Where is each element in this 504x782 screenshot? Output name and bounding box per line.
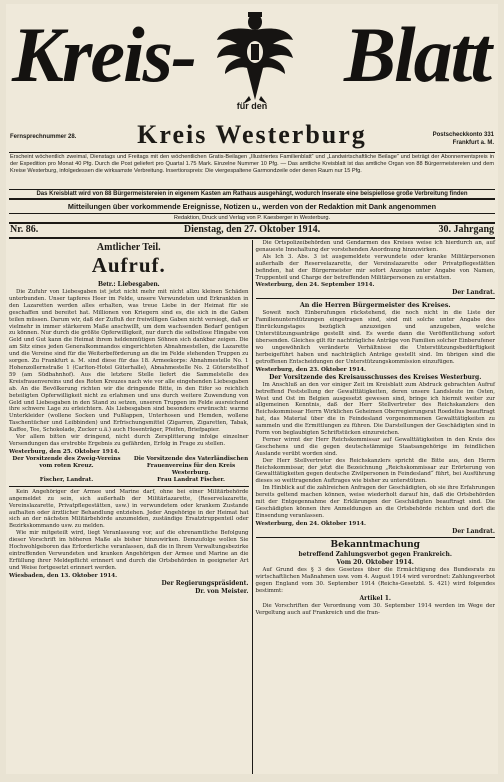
article-columns [6,240,498,774]
notice-heading: An die Herren Bürgermeister des Kreises. [299,301,451,310]
betreff-line: Betr.: Liebesgaben. [97,279,160,288]
phone-number: Fernsprechnummer 28. [10,134,77,140]
redaktion-line: Redaktion, Druck und Verlag von P. Kaesberger in Westerburg. [173,215,331,221]
right-column [253,240,499,774]
postscheck-line1: Postscheckkonto 331 [432,132,494,138]
postscheck-line2: Frankfurt a. M. [452,140,494,146]
issue-jahrgang: 30. Jahrgang [438,224,494,235]
left-column [6,240,253,774]
signature-place: Westerburg, den 24. September 1914. [255,282,375,289]
article-paragraph: Der Herr Stellvertreter des Reichskanzlers spricht die Bitte aus, den Herrn Reichskommissar, der jetzt die Bezeichnung „Reichskommissar zur Erörterung von Gewalttätigkeiten gegen deutsche Zivilpersonen in Feindesland“ führt, bei Ausführung dieses so weittragenden Auftrages wie bisher zu unterstützen. [255,457,495,485]
article-paragraph: Die Vorschriften der Verordnung vom 30. September 1914 werden im Wege der Vergeltung auch auf Frankreich und die fran- [255,603,495,617]
signature-place: Westerburg, den 23. Oktober 1914. [255,366,366,373]
divider [9,237,495,239]
bekanntmachung-date: Vom 20. Oktober 1914. [336,558,414,566]
signature-right: Die Vorsitzende des Vaterländischen Frauenvereins für den Kreis Westerburg. [133,455,249,476]
regierung-title: Der Regierungspräsident. [161,579,249,587]
article-paragraph: Kein Angehöriger der Armee und Marine darf, ohne bei einer Militärbehörde angemeldet zu sein, sich außerhalb der Militärlazarette, (Reservelazarette, Vereinslazarette, Privatpflegestätten, usw.) in verwundetem oder krankem Zustande aufhalten oder ärztlicher Behandlung entziehen. Jeder Angehörige in der Heimat hat sich an der nächsten Militärbehörde anzumelden, zuständige Ersatztruppenteil oder Bezirkskommando usw. zu melden. [9,488,249,530]
signature-block [9,456,249,477]
article-paragraph: Die Ortspolizeibehörden und Gendarmen des Kreises weise ich hierdurch an, auf genaueste Innehaltung der vorstehenden Anordnung hinzuwirken. [255,240,495,253]
article-paragraph: Als Ich 3. Abs. 3 ist ausgemeldete verwundete oder kranke Militärpersonen außerhalb der Reservelazarette, der Vereinslazarette oder Privatpflegestätten befinden, hat der Bürgermeister mir sofort Anzeige unter Angabe von Namen, Truppenteil und Charge der betreffenden Militärpersonen zu erstatten. [255,253,495,281]
masthead-subtitle: Kreis Westerburg [137,120,367,149]
bulletin-line: Das Kreisblatt wird von 88 Bürgermeistereien in eigenem Kasten am Rathaus ausgehängt, wodurch Inserate eine beispiellose große Verbreitung finden [36,191,468,197]
masthead-title-right: Blatt [343,11,490,98]
signature-names [9,477,249,484]
regierung-name: Dr. von Meister. [195,587,249,595]
signature-place: Westerburg, den 25. Oktober 1914. [9,448,120,455]
notice-heading: Der Vorsitzende des Kreisausschusses des Kreises Westerburg. [269,373,482,381]
landrat-signature: Der Landrat. [452,289,495,297]
issue-dateline [6,224,498,237]
article-paragraph: Vor allem bitten wir dringend, nicht durch Zersplitterung infolge einzelner Versendungen das erstrebte Ergebnis zu gefährden, Erfolg in Frage zu stellen. [9,434,249,447]
article-paragraph: Auf Grund des § 3 des Gesetzes über die Ermächtigung des Bundesrats zu wirtschaftlichen Maßnahmen usw. vom 4. August 1914 wird verordnet: Zahlungsverbot gegen England vom 30. September 1914 (Reichs-Gesetzbl. S. 421) wird folgendes bestimmt: [255,566,495,594]
subscription-info: Erscheint wöchentlich zweimal, Dienstags und Freitags mit den wöchentlichen Gratis-Beilagen „Illustriertes Familienblatt“ und „Landwirtschaftliche Beilage“ und beträgt der Abonnementspreis in der Expedition pro Monat 40 Pfg. Durch die Post geliefert pro Quartal 1.75 Mark. Einzelne Nummer 10 Pfg. — Das amtliche Kreisblatt ist das amtliche Organ von 88 Bürgermeistereien und dem Kreise Westerburg, infolgedessen die wirksamste Verbreitung. Insertionspreis: Die viergespaltene Garmondzeile oder deren Raum nur 15 Pfg. [10,154,494,174]
eagle-emblem-icon [215,8,295,106]
postscheck-info [433,131,494,147]
bekanntmachung-heading: Bekanntmachung [330,539,420,550]
article-paragraph: Wie mir mitgeteilt wird, liegt Veranlassung vor, auf die ehrenamtliche Befolgung dieser Vorschrift im höheren Maße als bisher hinzuwirken. Demzufolge wollen Sie Hochwohlgeboren das Erforderliche veranlassen, daß die in Ihrem Verwaltungsbezirke eintreffenden Verwundeten und kranken Angehörigen der Armee und Marine an die Erfüllung ihrer Meldepflicht erinnert und durch die Ortsbehörden in geeigneter Art und Weise fortgesetzt erinnert werden. [9,530,249,571]
article-paragraph: Im Hinblick auf die zahlreichen Anfragen der Geschädigten, ob sie ihre Erfahrungen bereits geltend machen können, weise wiederholt darauf hin, daß die Ortsbehörden mit der Entgegennahme der Erklärungen der Geschädigten beauftragt sind. Die Geschädigten können ihre Anmeldungen an die Ortsbehörde richten und dort die Einsendung veranlassen. [255,485,495,519]
signature-left-name: Fischer, Landrat. [39,476,94,483]
bekanntmachung-subheading: betreffend Zahlungsverbot gegen Frankreich. [298,550,452,558]
masthead-fuer-den: für den [236,101,268,111]
article-paragraph: Im Anschluß an den vor einiger Zeit im Kreisblatt zum Abdruck gebrachten Aufruf betreffend Feststellung der Gewalttätigkeiten, deren unsere Landsleute im Osten, West und Ost im Belgien ausgesetzt gewesen sind, bringe ich hiermit weiter zur allgemeinen Kenntnis, daß der Herr Stellvertreter des Reichskanzlers den Reichskommissar Herrn Wirklichen Geheimen Oberregierungsrat Roedelius beauftragt hat, das Material über die in Feindesland vorgenommenen Gewalttätigkeiten zu sammeln und die Ermittlungen zu führen. Die Darstellungen der Geschädigten sind in Form von beglaubigten Schriftstücken einzureichen. [255,381,495,437]
mitteilungen-line: Mitteilungen über vorkommende Ereignisse, Notizen u., werden von der Redaktion mit Dank angenommen [67,202,437,211]
masthead [6,4,498,116]
landrat-signature: Der Landrat. [452,527,495,535]
divider [9,486,249,487]
issue-date: Dienstag, den 27. Oktober 1914. [183,224,321,235]
article-paragraph: Soweit noch Einberufungen rückstehend, die noch nicht in die Liste der Familienunterstützungen eingetragen sind, sind mit solche unter Angabe des Einrückungstages bezüglich anzuzeigen und anzugeben, welche Unterstützungsanträge gestellt sind. Es werde dann die Veröffentlichung sofort übersenden. Gleiches gilt für nachträgliche Anträge von Familien solcher Einberufener wo ungewöhnlich veränderte Verhältnisse die Unterstützungsbedürftigkeit herbeigeführt haben und nachträglich Anträge gestellt sind. Im übrigen sind die getroffenen Entscheidungen der Unterstützungskommission einzufügen. [255,310,495,365]
divider [256,298,496,299]
article-paragraph: Die Zufuhr von Liebesgaben ist jetzt nicht mehr mit nicht allzu kleinen Schäden unterbunden. Unser tapferes Heer im Felde, unsere Verwundeten und Erkrankten in den Lazaretten werden alles erhalten, was treue Liebe in der Heimat für sie geschaffen und bereitet hat. Millionen von Kriegern sind es, die sich in die Gaben teilen müssen. Darum wir, daß der Zufluß der freiwilligen Gaben nicht versiegt, daß er vielmehr in immer stärkerem Maße anschwillt, um dem wachsenden Bedarf genügen zu können. Nur durch die größte Opferwilligkeit, nur durch die selbstlose Hingabe von Geld und Gut kann die Heimat ihrem heldenmütigen Söhnen sich dankbar zeigen. Die am Sitz eines jeden Generalkommandos eingerichteten Abnahmestellen, die Lazarette und die Vereine sind für die Weiterbeförderung an die im Felde stehenden Truppen zu sorgen. Zu Frankfurt a. M. sind diese für das 18. Armeekorps: Abnahmestelle No. 1 Hohenzollernstraße 1 (Carlton-Hotel Güterhalle), Abnahmestelle No. 2 Güterstellhof 59 (am Südbahnhof). Aus die letztere Stelle liefert die Sammelstelle des Kreisfrauenvereins und des Roten Kreuzes nach wie vor alle eingehenden Liebesgaben ab. An die Bevölkerung richten wir die dringende Bitte, in den Eifer so reichlich beteiligten Opferwilligkeit nicht zu erlahmen und uns durch weitere Zuwendung von Geld und Liebesgaben in den Stand zu setzen, unseren Truppen im Felde ausreichend ihre schwere Lage zu erleichtern. Als Liebesgaben sind besonders erwünscht: warme Unterkleider (wollene Socken und Fußlappen, Unterhosen und Hemden, wollene Taschentücher und Leibbinden) und Erfrischungsmittel (Zigarren, Zigaretten, Tabak, Kaffee, Tee, Schokolade, Zucker u.ä.) auch Hosenträger, Pfeifen, Briefpapier. [9,289,249,434]
signature-left: Der Vorsitzende des Zweig-Vereins vom roten Kreuz. [12,455,121,469]
subtitle-row [6,116,498,152]
artikel-heading: Artikel 1. [359,595,391,603]
signature-place: Westerburg, den 24. Oktober 1914. [255,520,366,527]
masthead-title-left: Kreis- [12,11,195,98]
issue-number: Nr. 86. [10,224,39,235]
signature-right-name: Frau Landrat Fischer. [157,476,225,483]
section-heading: Amtlicher Teil. [96,242,161,253]
divider [256,537,496,538]
signature-place: Wiesbaden, den 13. Oktober 1914. [9,572,118,579]
newspaper-page [6,4,498,774]
aufruf-heading: Aufruf. [91,253,166,277]
article-paragraph: Ferner wirmt der Herr Reichskommissar auf Gewalttätigkeiten in den Kreis des Geschehens und die gegen deutschstämmige Staatsangehörige im feindlichen Auslande verübt worden sind. [255,436,495,457]
